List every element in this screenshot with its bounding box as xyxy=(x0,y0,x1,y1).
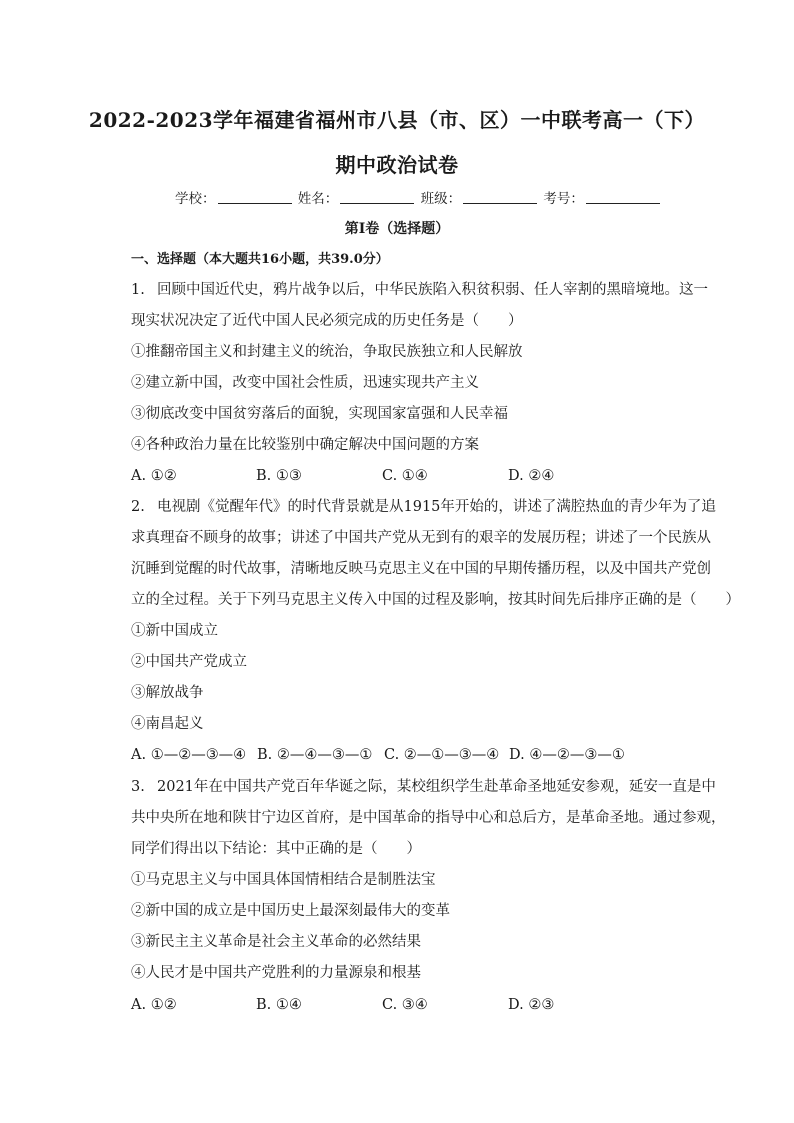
question-3-item: ③新民主主义革命是社会主义革命的必然结果 xyxy=(131,934,421,950)
question-2-item: ④南昌起义 xyxy=(131,716,204,732)
question-2-item: ②中国共产党成立 xyxy=(131,654,247,670)
question-3-stem-line: 共中央所在地和陕甘宁边区首府，是中国革命的指导中心和总后方，是革命圣地。通过参观， xyxy=(131,810,726,826)
name-blank xyxy=(340,189,414,204)
question-1-item: ③彻底改变中国贫穷落后的面貌，实现国家富强和人民幸福 xyxy=(131,406,508,422)
option-b: B. ①④ xyxy=(256,997,302,1013)
section-title: 第I卷（选择题） xyxy=(344,221,450,237)
name-label: 姓名： xyxy=(297,191,339,207)
question-2-item: ③解放战争 xyxy=(131,685,204,701)
question-2-stem-line: 2. 电视剧《觉醒年代》的时代背景就是从1915年开始的，讲述了满腔热血的青少年为了追 xyxy=(131,499,716,515)
question-2-stem-line: 沉睡到觉醒的时代故事，清晰地反映马克思主义在中国的早期传播历程，以及中国共产党创 xyxy=(131,561,711,577)
option-c: C. ③④ xyxy=(382,997,428,1013)
question-2-stem-line: 立的全过程。关于下列马克思主义传入中国的过程及影响，按其时间先后排序正确的是（ ） xyxy=(131,592,740,608)
school-label: 学校： xyxy=(175,191,216,207)
exam-number-blank xyxy=(586,189,660,204)
part-heading: 一、选择题（本大题共16小题，共39.0分） xyxy=(131,252,389,267)
question-1-number: 1. xyxy=(131,282,145,298)
question-3-item: ④人民才是中国共产党胜利的力量源泉和根基 xyxy=(131,965,421,981)
question-3-number: 3. xyxy=(131,779,145,795)
exam-title-line-2: 期中政治试卷 xyxy=(335,153,459,177)
class-label: 班级： xyxy=(420,191,462,207)
option-c: C. ①④ xyxy=(382,468,428,484)
exam-title-line-1: 2022-2023学年福建省福州市八县（市、区）一中联考高一（下） xyxy=(88,108,706,132)
option-b: B. ①③ xyxy=(256,468,302,484)
option-d: D. ②④ xyxy=(508,468,555,484)
option-a: A. ①② xyxy=(131,997,177,1013)
option-d: D. ②③ xyxy=(508,997,555,1013)
question-1-item: ①推翻帝国主义和封建主义的统治，争取民族独立和人民解放 xyxy=(131,344,523,360)
option-a: A. ①—②—③—④ xyxy=(131,747,247,763)
student-info-row xyxy=(175,187,662,207)
option-b: B. ②—④—③—① xyxy=(257,747,373,763)
question-1-stem-line: 现实状况决定了近代中国人民必须完成的历史任务是（ ） xyxy=(131,313,523,329)
question-2-stem-line: 求真理奋不顾身的故事；讲述了中国共产党从无到有的艰辛的发展历程；讲述了一个民族从 xyxy=(131,530,711,546)
option-d: D. ④—②—③—① xyxy=(509,747,625,763)
question-3-item: ①马克思主义与中国具体国情相结合是制胜法宝 xyxy=(131,872,436,888)
question-3-stem-line: 3. 2021年在中国共产党百年华诞之际，某校组织学生赴革命圣地延安参观，延安一直是中 xyxy=(131,779,716,795)
question-3-stem-line: 同学们得出以下结论：其中正确的是（ ） xyxy=(131,841,421,857)
question-3-item: ②新中国的成立是中国历史上最深刻最伟大的变革 xyxy=(131,903,450,919)
option-a: A. ①② xyxy=(131,468,177,484)
exam-number-label: 考号： xyxy=(543,191,584,207)
question-1-item: ④各种政治力量在比较鉴别中确定解决中国问题的方案 xyxy=(131,437,479,453)
question-1-item: ②建立新中国，改变中国社会性质，迅速实现共产主义 xyxy=(131,375,479,391)
question-2-item: ①新中国成立 xyxy=(131,623,218,639)
school-blank xyxy=(218,189,292,204)
question-2-number: 2. xyxy=(131,499,145,515)
class-blank xyxy=(463,189,537,204)
option-c: C. ②—①—③—④ xyxy=(384,747,500,763)
question-1-stem-line: 1. 回顾中国近代史，鸦片战争以后，中华民族陷入积贫积弱、任人宰割的黑暗境地。这一 xyxy=(131,282,708,298)
